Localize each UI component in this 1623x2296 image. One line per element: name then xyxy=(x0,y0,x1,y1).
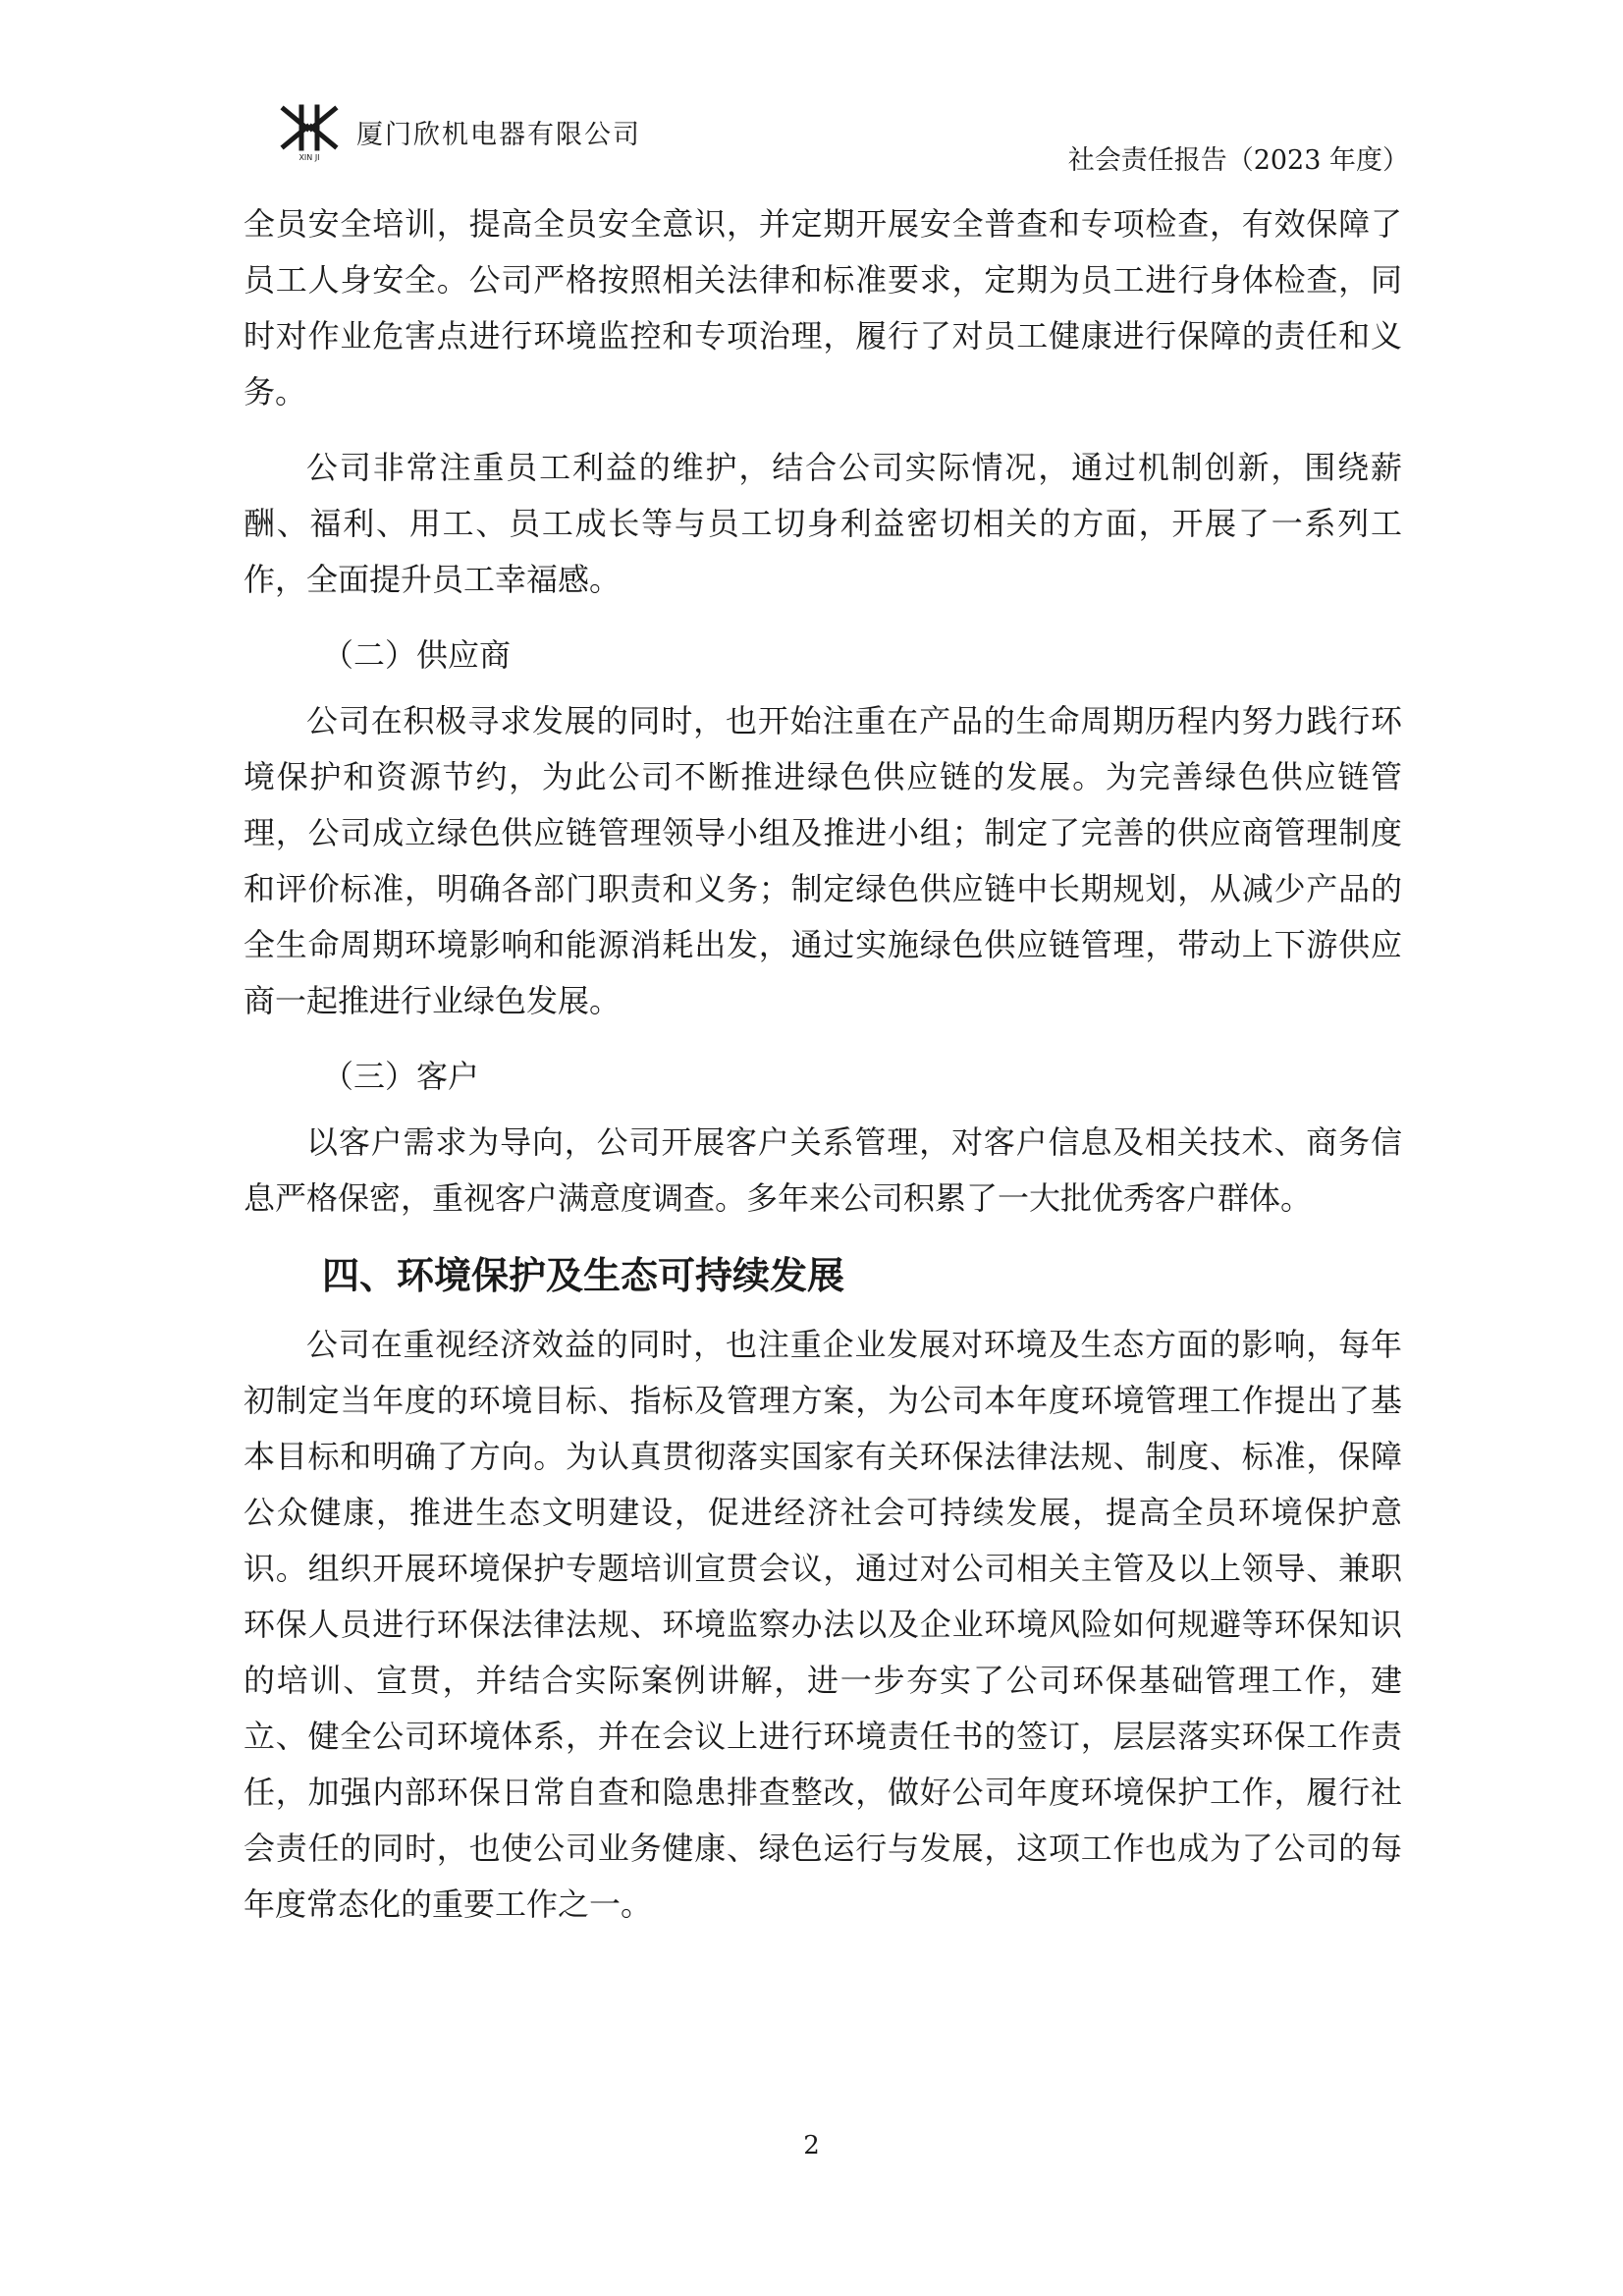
subheading-suppliers: （二）供应商 xyxy=(322,636,512,674)
page-header xyxy=(280,103,1409,182)
paragraph-safety: 全员安全培训，提高全员安全意识，并定期开展安全普查和专项检查，有效保障了员工人身安全。公司严格按照相关法律和标准要求，定期为员工进行身体检查，同时对作业危害点进行环境监控和专项治理，履行了对员工健康进行保障的责任和义务。 xyxy=(243,205,1402,410)
section-heading-environment: 四、环境保护及生态可持续发展 xyxy=(322,1254,845,1297)
paragraph-customers: 以客户需求为导向，公司开展客户关系管理，对客户信息及相关技术、商务信息严格保密，重视客户满意度调查。多年来公司积累了一大批优秀客户群体。 xyxy=(243,1123,1402,1217)
paragraph-environment: 公司在重视经济效益的同时，也注重企业发展对环境及生态方面的影响，每年初制定当年度的环境目标、指标及管理方案，为公司本年度环境管理工作提出了基本目标和明确了方向。为认真贯彻落实国家有关环保法律法规、制度、标准，保障公众健康，推进生态文明建设，促进经济社会可持续发展，提高全员环境保护意识。组织开展环境保护专题培训宣贯会议，通过对公司相关主管及以上领导、兼职环保人员进行环保法律法规、环境监察办法以及企业环境风险如何规避等环保知识的培训、宣贯，并结合实际案例讲解，进一步夯实了公司环保基础管理工作，建立、健全公司环境体系，并在会议上进行环境责任书的签订，层层落实环保工作责任，加强内部环保日常自查和隐患排查整改，做好公司年度环境保护工作，履行社会责任的同时，也使公司业务健康、绿色运行与发展，这项工作也成为了公司的每年度常态化的重要工作之一。 xyxy=(243,1326,1402,1923)
xinji-logo-icon xyxy=(280,103,339,162)
subheading-customers: （三）客户 xyxy=(322,1058,480,1095)
company-name: 厦门欣机电器有限公司 xyxy=(356,120,641,150)
page-number: 2 xyxy=(803,2131,820,2160)
report-title: 社会责任报告（2023 年度） xyxy=(1067,145,1409,176)
paragraph-employee-benefits: 公司非常注重员工利益的维护，结合公司实际情况，通过机制创新，围绕薪酬、福利、用工、员工成长等与员工切身利益密切相关的方面，开展了一系列工作，全面提升员工幸福感。 xyxy=(243,449,1402,598)
document-body xyxy=(243,196,1402,1952)
svg-text:XIN JI: XIN JI xyxy=(298,153,320,162)
paragraph-suppliers: 公司在积极寻求发展的同时，也开始注重在产品的生命周期历程内努力践行环境保护和资源节约，为此公司不断推进绿色供应链的发展。为完善绿色供应链管理，公司成立绿色供应链管理领导小组及推进小组；制定了完善的供应商管理制度和评价标准，明确各部门职责和义务；制定绿色供应链中长期规划，从减少产品的全生命周期环境影响和能源消耗出发，通过实施绿色供应链管理，带动上下游供应商一起推进行业绿色发展。 xyxy=(243,702,1402,1019)
